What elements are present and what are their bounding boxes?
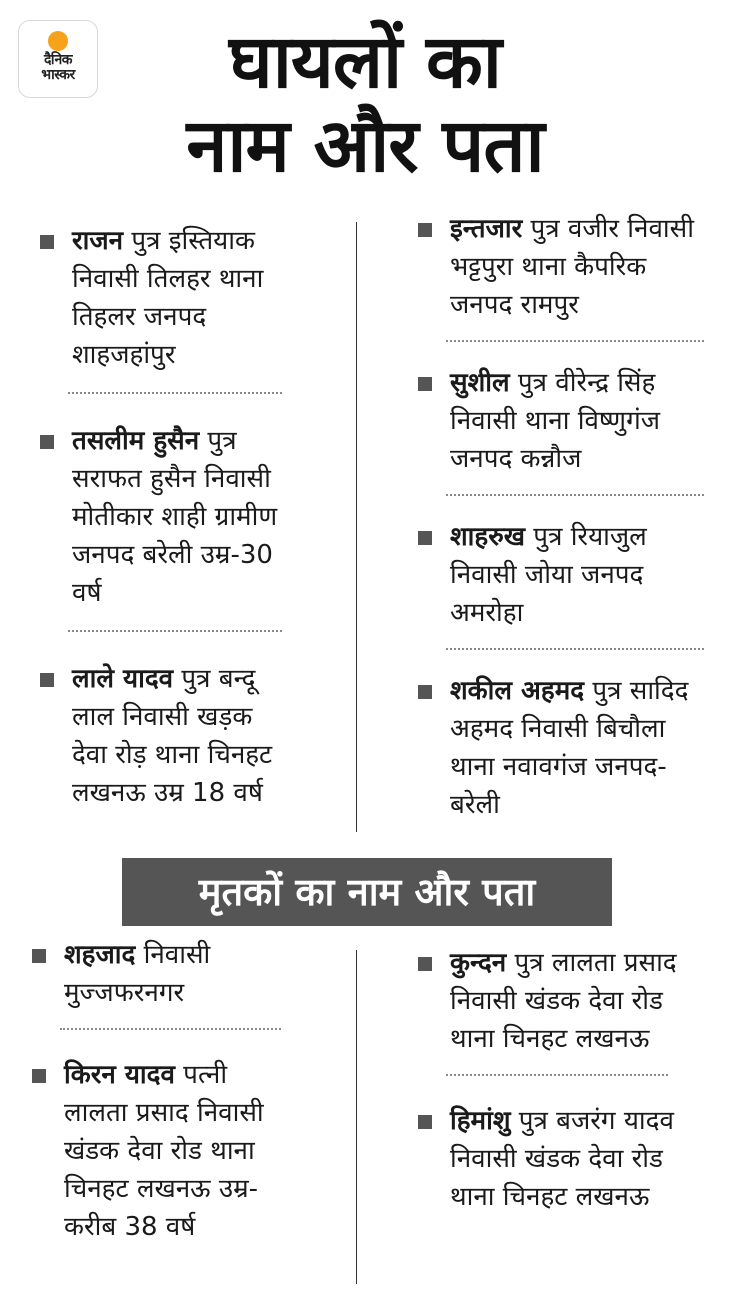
bullet-icon <box>32 949 46 963</box>
sun-icon <box>48 31 68 51</box>
dotted-divider <box>446 1074 668 1076</box>
dainik-bhaskar-logo <box>18 20 98 98</box>
injured-left-column <box>40 222 290 812</box>
dotted-divider <box>446 340 704 342</box>
deceased-left-column <box>32 936 287 1246</box>
person-detail: पुत्र इस्तियाक निवासी तिलहर थाना तिहलर जनपद शाहजहांपुर <box>72 226 264 370</box>
person-detail: पुत्र लालता प्रसाद निवासी खंडक देवा रोड थाना चिनहट लखनऊ <box>450 948 677 1054</box>
bullet-icon <box>40 235 54 249</box>
person-name: सुशील <box>450 368 510 398</box>
person-detail: पुत्र वजीर निवासी भट्टपुरा थाना कैपरिक जनपद रामपुर <box>450 214 694 320</box>
bullet-icon <box>418 1115 432 1129</box>
bullet-icon <box>32 1069 46 1083</box>
list-item <box>418 518 708 632</box>
person-name: हिमांशु <box>450 1106 511 1136</box>
list-item <box>418 364 708 478</box>
person-detail: निवासी मुज्जफरनगर <box>64 940 211 1008</box>
bullet-icon <box>40 673 54 687</box>
list-item <box>40 422 290 612</box>
dotted-divider <box>68 630 282 632</box>
list-item <box>418 944 708 1058</box>
injured-right-column <box>418 210 708 824</box>
list-item <box>32 936 287 1012</box>
bullet-icon <box>418 957 432 971</box>
logo-line-1: दैनिक <box>43 52 73 68</box>
person-detail: पुत्र बन्दू लाल निवासी खड़क देवा रोड़ थाना चिनहट लखनऊ उम्र 18 वर्ष <box>72 664 273 808</box>
person-name: शहजाद <box>64 940 136 970</box>
person-name: लाले यादव <box>72 664 174 694</box>
list-item <box>32 1056 287 1246</box>
person-name: किरन यादव <box>64 1060 175 1090</box>
page-title <box>140 20 590 188</box>
bullet-icon <box>418 223 432 237</box>
deceased-section-heading: मृतकों का नाम और पता <box>122 858 612 926</box>
person-detail: पुत्र सराफत हुसैन निवासी मोतीकार शाही ग्रामीण जनपद बरेली उम्र-30 वर्ष <box>72 426 278 608</box>
list-item <box>40 222 290 374</box>
page-title-line-1: घायलों का <box>229 19 501 105</box>
column-separator <box>356 950 357 1284</box>
list-item <box>40 660 290 812</box>
person-detail: पुत्र सादिद अहमद निवासी बिचौला थाना नवावगंज जनपद- बरेली <box>450 676 689 820</box>
person-name: राजन <box>72 226 124 256</box>
dotted-divider <box>60 1028 281 1030</box>
person-name: शकील अहमद <box>450 676 585 706</box>
page-title-line-2: नाम और पता <box>186 103 544 189</box>
person-name: शाहरुख <box>450 522 526 552</box>
dotted-divider <box>446 648 704 650</box>
person-detail: पत्नी लालता प्रसाद निवासी खंडक देवा रोड थाना चिनहट लखनऊ उम्र-करीब 38 वर्ष <box>64 1060 264 1242</box>
person-detail: पुत्र वीरेन्द्र सिंह निवासी थाना विष्णुगंज जनपद कन्नौज <box>450 368 660 474</box>
logo-line-2: भास्कर <box>41 67 75 83</box>
list-item <box>418 1102 708 1216</box>
dotted-divider <box>446 494 704 496</box>
person-name: कुन्दन <box>450 948 507 978</box>
person-name: इन्तजार <box>450 214 523 244</box>
person-name: तसलीम हुसैन <box>72 426 200 456</box>
bullet-icon <box>40 435 54 449</box>
bullet-icon <box>418 685 432 699</box>
list-item <box>418 672 708 824</box>
list-item <box>418 210 708 324</box>
person-detail: पुत्र रियाजुल निवासी जोया जनपद अमरोहा <box>450 522 647 628</box>
person-detail: पुत्र बजरंग यादव निवासी खंडक देवा रोड थाना चिनहट लखनऊ <box>450 1106 674 1212</box>
column-separator <box>356 222 357 832</box>
bullet-icon <box>418 531 432 545</box>
deceased-right-column <box>418 944 708 1216</box>
dotted-divider <box>68 392 282 394</box>
bullet-icon <box>418 377 432 391</box>
